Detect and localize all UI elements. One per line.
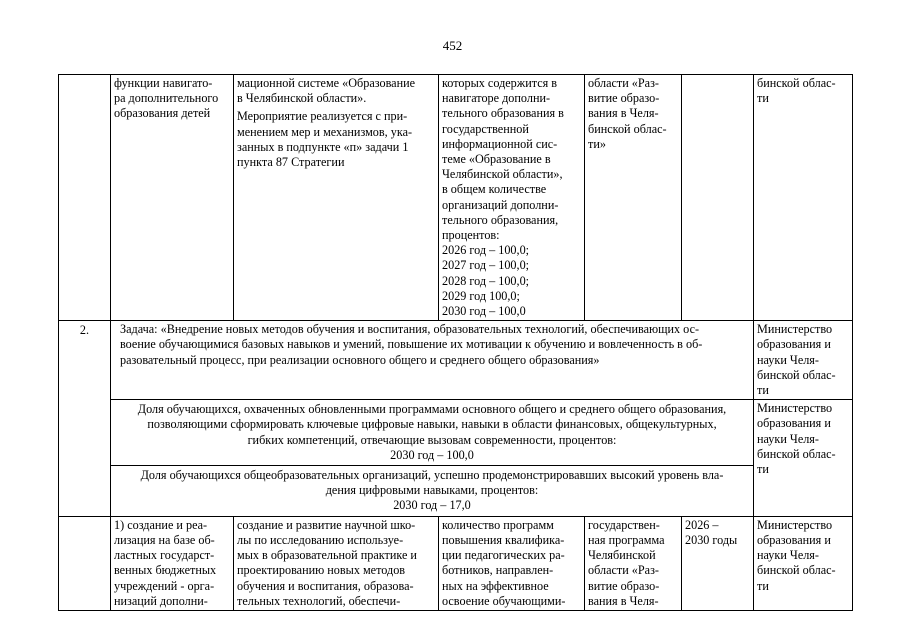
text-line: занных в подпункте «п» задачи 1 xyxy=(237,139,409,154)
cell-indicator xyxy=(439,516,585,610)
text-line: государственной xyxy=(442,121,529,136)
text-line: Челябинской области», xyxy=(442,167,563,182)
text-line: бинской облас- xyxy=(757,367,836,382)
text-line: тельного образования в xyxy=(442,106,564,121)
text-line: которых содержится в xyxy=(442,76,558,90)
text-lines xyxy=(114,518,230,609)
text-lines xyxy=(237,109,435,170)
table-row-indicator xyxy=(59,466,853,517)
text-line: вания в Челя- xyxy=(588,106,659,121)
cell-number-empty xyxy=(59,516,111,610)
text-line: 2027 год – 100,0; xyxy=(442,258,530,273)
text-line: ластных государст- xyxy=(114,548,215,563)
text-line: витие образо- xyxy=(588,91,660,106)
cell-event-name xyxy=(111,75,234,321)
text-lines xyxy=(588,518,678,609)
text-line: 2030 год – 100,0 xyxy=(390,447,474,462)
text-lines xyxy=(757,76,849,106)
text-line: науки Челя- xyxy=(757,548,819,563)
cell-period xyxy=(682,516,754,610)
text-line: витие образо- xyxy=(588,578,660,593)
table-row-event xyxy=(59,516,853,610)
text-line: области «Раз- xyxy=(588,76,659,90)
text-line: 2026 год – 100,0; xyxy=(442,243,530,258)
cell-period-empty xyxy=(682,75,754,321)
text-line: процентов: xyxy=(442,228,500,243)
text-line: информационной сис- xyxy=(442,136,558,151)
text-line: ти xyxy=(757,578,769,593)
text-line: науки Челя- xyxy=(757,352,819,367)
text-line: бинской облас- xyxy=(588,121,667,136)
text-line: функции навигато- xyxy=(114,76,213,90)
text-line: организаций дополни- xyxy=(442,197,559,212)
page-number: 452 xyxy=(442,38,463,53)
text-lines xyxy=(757,518,849,594)
text-lines xyxy=(117,402,747,463)
text-lines xyxy=(120,322,746,368)
text-lines xyxy=(237,518,435,609)
text-line: проектированию новых методов xyxy=(237,563,406,578)
text-line: 2030 годы xyxy=(685,532,738,547)
text-line: образования и xyxy=(757,416,831,431)
text-lines xyxy=(442,518,581,609)
text-line: ти» xyxy=(588,136,606,151)
text-line: ти xyxy=(757,383,769,398)
text-line: 2026 – xyxy=(685,517,719,532)
text-line: вания в Челя- xyxy=(588,593,659,608)
text-line: ти xyxy=(757,91,769,106)
cell-source xyxy=(585,516,682,610)
text-line: гибких компетенций, отвечающие вызовам современности, процентов: xyxy=(247,432,617,447)
table-row-indicator xyxy=(59,400,853,466)
text-line: низаций дополни- xyxy=(114,593,208,608)
cell-indicator-text xyxy=(111,466,754,517)
cell-responsible xyxy=(754,75,853,321)
text-line: тельного образования, xyxy=(442,212,559,227)
text-lines xyxy=(117,468,747,514)
program-table xyxy=(58,74,853,611)
text-line: образования и xyxy=(757,337,831,352)
cell-task-number: 2. xyxy=(59,321,111,516)
cell-source xyxy=(585,75,682,321)
text-lines xyxy=(757,401,849,477)
text-line: Мероприятие реализуется с при- xyxy=(237,109,408,124)
text-line: Доля обучающихся, охваченных обновленными программами основного общего и среднего общего образования, xyxy=(137,402,727,417)
text-line: пункта 87 Стратегии xyxy=(237,155,345,170)
text-line: мационной системе «Образование xyxy=(237,76,416,90)
text-line: 1) создание и реа- xyxy=(114,517,208,532)
text-line: 2030 год – 17,0 xyxy=(393,498,471,513)
text-line: лизация на базе об- xyxy=(114,532,215,547)
text-line: повышения квалифика- xyxy=(442,532,565,547)
cell-indicator-responsible xyxy=(754,400,853,516)
text-line: освоение обучающими- xyxy=(442,593,566,608)
text-line: количество программ xyxy=(442,517,554,532)
text-lines xyxy=(114,76,230,122)
text-line: Министерство xyxy=(757,322,833,337)
text-line: бинской облас- xyxy=(757,446,836,461)
text-line: ных на эффективное xyxy=(442,578,549,593)
text-line: образования детей xyxy=(114,106,211,121)
text-line: 2028 год – 100,0; xyxy=(442,273,530,288)
text-line: навигаторе дополни- xyxy=(442,91,551,106)
text-line: учреждений - орга- xyxy=(114,578,215,593)
cell-number-empty xyxy=(59,75,111,321)
text-line: бинской облас- xyxy=(757,76,836,90)
text-line: тельных технологий, обеспечи- xyxy=(237,593,401,608)
cell-indicator xyxy=(439,75,585,321)
cell-task-responsible xyxy=(754,321,853,400)
text-line: в общем количестве xyxy=(442,182,547,197)
text-line: Задача: «Внедрение новых методов обучения и воспитания, образовательных технологий, обеспечивающих ос- xyxy=(120,322,700,337)
text-line: науки Челя- xyxy=(757,431,819,446)
text-line: теме «Образование в xyxy=(442,152,551,167)
text-line: 2029 год 100,0; xyxy=(442,288,520,303)
text-line: воение обучающимися базовых навыков и умений, повышение их мотивации к обучению и вовлеченность в об- xyxy=(120,337,703,352)
text-line: мых в образовательной практике и xyxy=(237,548,417,563)
text-line: создание и развитие научной шко- xyxy=(237,517,416,532)
text-line: разовательный процесс, при реализации основного общего и среднего общего образования» xyxy=(120,352,600,367)
table-row-task xyxy=(59,321,853,400)
text-line: позволяющими сформировать ключевые цифровые навыки, навыки в области финансовых, общекультурных, xyxy=(147,417,717,432)
text-line: менением мер и механизмов, ука- xyxy=(237,124,413,139)
text-lines xyxy=(757,322,849,398)
text-line: Доля обучающихся общеобразовательных организаций, успешно продемонстрировавших высокий уровень вла- xyxy=(140,468,724,483)
text-line: венных бюджетных xyxy=(114,563,217,578)
text-line: 2030 год – 100,0 xyxy=(442,304,526,319)
text-line: Челябинской xyxy=(588,548,656,563)
text-line: ра дополнительного xyxy=(114,91,219,106)
text-line: ная программа xyxy=(588,532,665,547)
text-line: ции педагогических ра- xyxy=(442,548,565,563)
text-line: ти xyxy=(757,462,769,477)
text-line: образования и xyxy=(757,532,831,547)
text-line: области «Раз- xyxy=(588,563,659,578)
text-line: бинской облас- xyxy=(757,563,836,578)
text-line: обучения и воспитания, образова- xyxy=(237,578,414,593)
text-line: Министерство xyxy=(757,401,833,416)
cell-responsible xyxy=(754,516,853,610)
text-lines xyxy=(588,76,678,152)
cell-task-text xyxy=(111,321,754,400)
cell-event-content xyxy=(234,75,439,321)
cell-event-content xyxy=(234,516,439,610)
table-row-continued xyxy=(59,75,853,321)
text-line: Министерство xyxy=(757,517,833,532)
text-lines xyxy=(237,76,435,106)
text-lines xyxy=(685,518,750,548)
text-line: лы по исследованию используе- xyxy=(237,532,404,547)
text-line: государствен- xyxy=(588,517,660,532)
text-lines xyxy=(442,76,581,319)
cell-indicator-text xyxy=(111,400,754,466)
text-line: ботников, направлен- xyxy=(442,563,554,578)
cell-event-name xyxy=(111,516,234,610)
text-line: в Челябинской области». xyxy=(237,91,367,106)
text-line: дения цифровыми навыками, процентов: xyxy=(325,483,539,498)
